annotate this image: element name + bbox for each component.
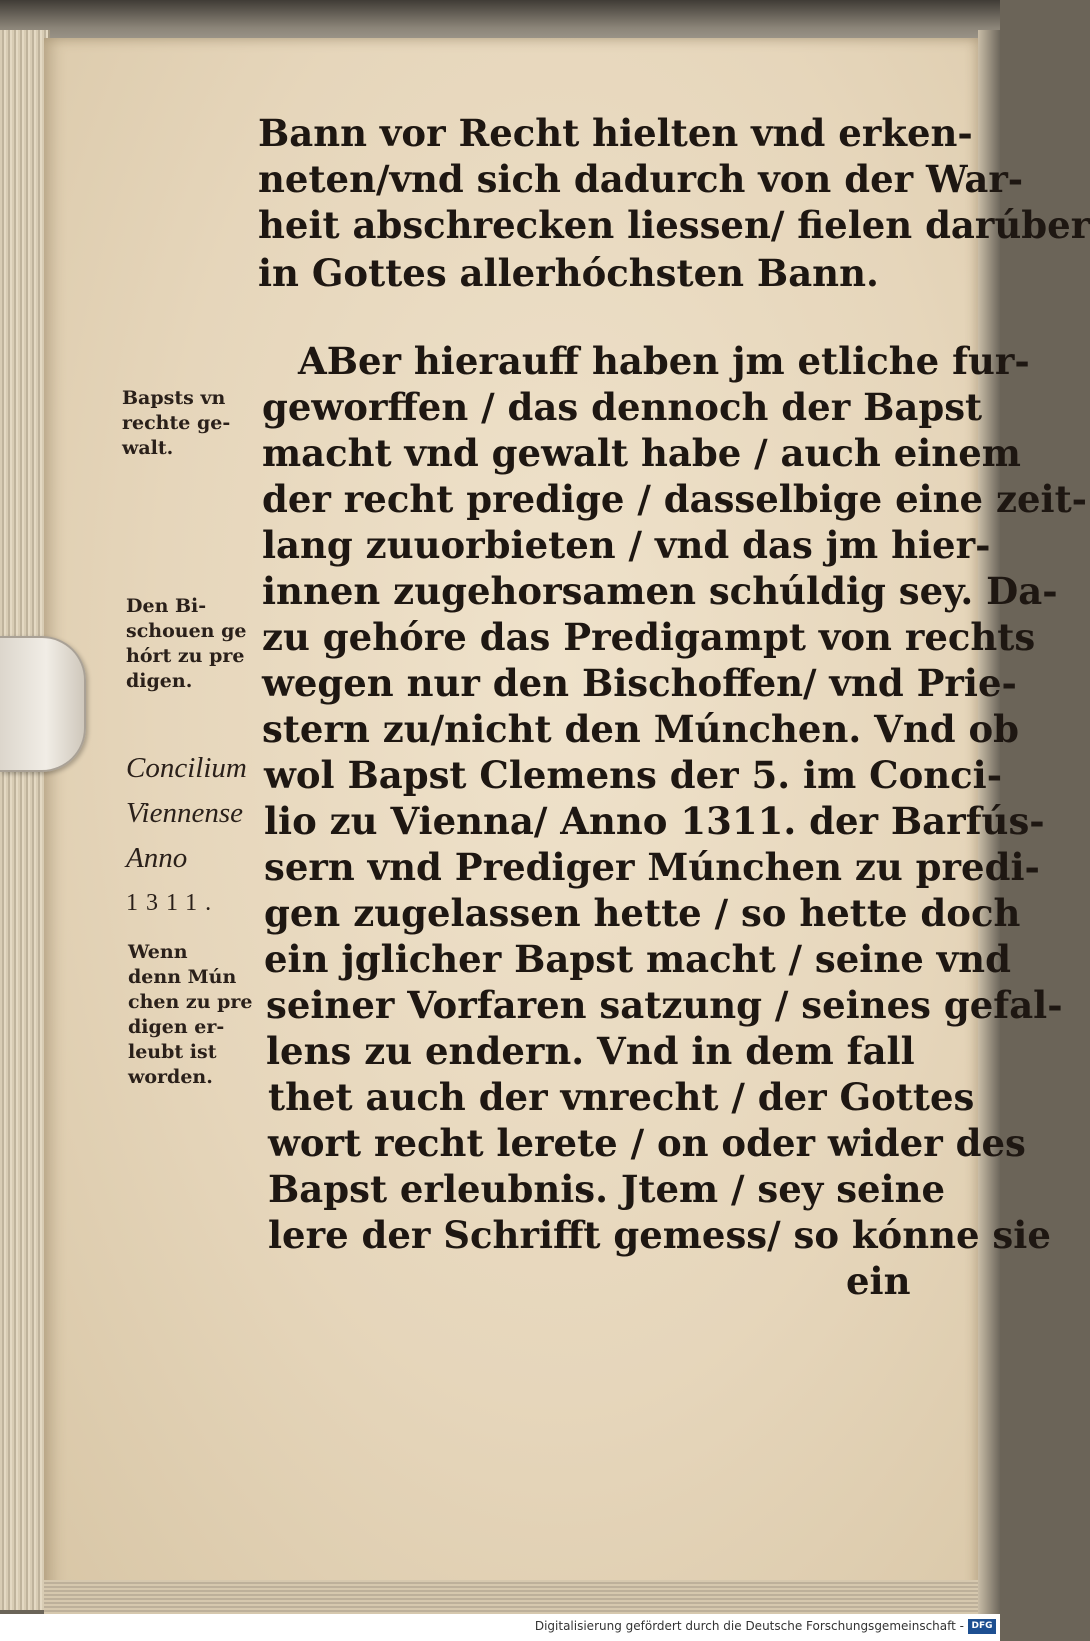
margin-note-line: walt. (122, 437, 174, 459)
text-line: macht vnd gewalt habe / auch einem (262, 431, 1021, 475)
margin-note-line: Wenn (128, 941, 188, 963)
margin-note-line: hórt zu pre (126, 645, 245, 667)
dfg-logo: DFG (968, 1619, 996, 1634)
margin-note-line: digen. (126, 670, 193, 692)
text-line: gen zugelassen hette / so hette doch (264, 891, 1021, 935)
margin-note-line: leubt ist (128, 1041, 217, 1063)
margin-note-line: Concilium (126, 752, 247, 784)
page-clip (0, 636, 86, 772)
text-line: innen zugehorsamen schúldig sey. Da- (262, 569, 1058, 613)
text-line: lere der Schrifft gemess/ so kónne sie (268, 1213, 1051, 1257)
text-line: der recht predige / dasselbige eine zeit- (262, 477, 1088, 521)
text-line: stern zu/nicht den Múnchen. Vnd ob (262, 707, 1020, 751)
text-line: heit abschrecken liessen/ fielen darúber (258, 203, 1090, 247)
text-line: neten/vnd sich dadurch von der War- (258, 157, 1024, 201)
margin-note-line: schouen ge (126, 620, 247, 642)
text-line: wol Bapst Clemens der 5. im Conci- (264, 753, 1003, 797)
text-line: lio zu Vienna/ Anno 1311. der Barfús- (264, 799, 1045, 843)
text-line: geworffen / das dennoch der Bapst (262, 385, 983, 429)
text-line: wegen nur den Bischoffen/ vnd Prie- (262, 661, 1017, 705)
margin-note (126, 746, 247, 926)
footer-credit: Digitalisierung gefördert durch die Deutsche Forschungsgemeinschaft - (534, 1619, 964, 1633)
catchword: ein (846, 1259, 911, 1303)
text-line: ABer hierauff haben jm etliche fur- (298, 339, 1030, 383)
text-line: seiner Vorfaren satzung / seines gefal- (266, 983, 1063, 1027)
margin-note-line: worden. (128, 1066, 213, 1088)
margin-note-line: 1311. (126, 890, 220, 916)
text-line: in Gottes allerhóchsten Bann. (258, 251, 879, 295)
margin-note-line: chen zu pre (128, 991, 253, 1013)
margin-note (122, 386, 230, 461)
margin-note (128, 940, 253, 1090)
page-edges-bottom (44, 1580, 978, 1614)
text-line: Bapst erleubnis. Jtem / sey seine (268, 1167, 946, 1211)
text-line: lang zuuorbieten / vnd das jm hier- (262, 523, 991, 567)
text-line: sern vnd Prediger Múnchen zu predi- (264, 845, 1040, 889)
page-edges-left (0, 30, 50, 1610)
margin-note-line: rechte ge- (122, 412, 231, 434)
text-line: zu gehóre das Predigampt von rechts (262, 615, 1036, 659)
margin-note (126, 594, 246, 694)
margin-note-line: Anno (126, 842, 188, 874)
margin-note-line: Den Bi- (126, 595, 207, 617)
text-line: thet auch der vnrecht / der Gottes (268, 1075, 975, 1119)
margin-note-line: Viennense (126, 797, 244, 829)
text-line: wort recht lerete / on oder wider des (268, 1121, 1026, 1165)
text-line: lens zu endern. Vnd in dem fall (266, 1029, 915, 1073)
text-line: Bann vor Recht hielten vnd erken- (258, 111, 973, 155)
margin-note-line: digen er- (128, 1016, 225, 1038)
text-line: ein jglicher Bapst macht / seine vnd (264, 937, 1011, 981)
digitization-footer (0, 1614, 1000, 1641)
margin-note-line: Bapsts vn (122, 387, 226, 409)
margin-note-line: denn Mún (128, 966, 237, 988)
